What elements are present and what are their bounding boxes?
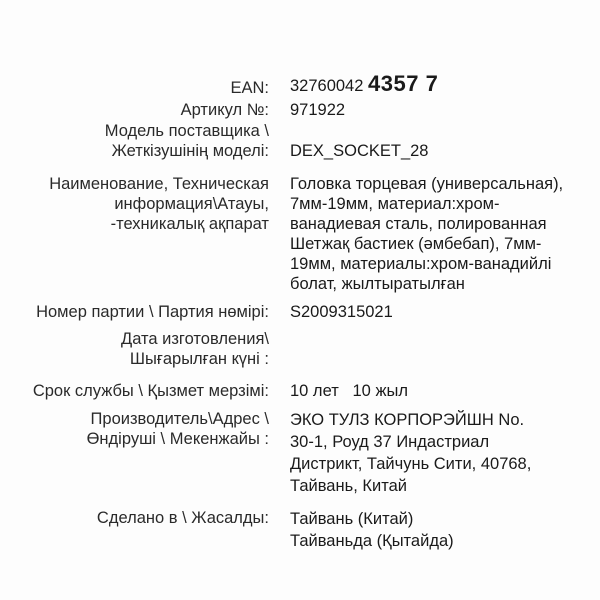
name-label-line: -техникалық ақпарат (110, 215, 269, 233)
name-value-line: болат, жылтыратылған (290, 275, 465, 293)
manufacture-date-label (121, 329, 269, 369)
service-life-value: 10 лет 10 жыл (290, 382, 408, 400)
name-label (49, 174, 269, 234)
ean-label: EAN: (230, 79, 269, 97)
supplier-model-label (105, 121, 269, 161)
article-value: 971922 (290, 101, 346, 119)
made-in-value-line: Тайвань (Китай) (290, 510, 414, 528)
manufacturer-label-line: Өндіруші \ Мекенжайы : (86, 430, 269, 448)
name-value-line: 19мм, материалы:хром-ванадийлі (290, 255, 552, 273)
manufacturer-label-line: Производитель\Адрес \ (90, 410, 269, 428)
article-label: Артикул №: (180, 101, 269, 119)
name-label-line: Наименование, Техническая (49, 175, 269, 193)
supplier-model-value: DEX_SOCKET_28 (290, 142, 429, 160)
service-life-label: Срок службы \ Қызмет мерзімі: (32, 382, 269, 400)
manufacture-date-label-line: Шығарылған күні : (129, 350, 269, 368)
manufacture-date-label-line: Дата изготовления\ (121, 330, 269, 348)
made-in-label: Сделано в \ Жасалды: (96, 509, 269, 527)
manufacturer-value-line: Тайвань, Китай (290, 477, 407, 495)
made-in-value-line: Тайваньда (Қытайда) (290, 532, 454, 550)
ean-value-bold: 4357 7 (368, 71, 439, 96)
ean-value-prefix: 32760042 (290, 77, 364, 95)
name-value (290, 174, 580, 294)
supplier-model-label-line: Жеткізушінің моделі: (111, 142, 269, 160)
name-value-line: Головка торцевая (универсальная), (290, 175, 564, 193)
supplier-model-label-line: Модель поставщика \ (104, 122, 269, 140)
manufacturer-label (87, 409, 269, 449)
manufacturer-value-line: Дистрикт, Тайчунь Сити, 40768, (290, 455, 532, 473)
name-value-line: 7мм-19мм, материал:хром- (290, 195, 500, 213)
name-value-line: ванадиевая сталь, полированная (290, 215, 547, 233)
batch-value: S2009315021 (290, 303, 393, 321)
name-label-line: информация\Атауы, (114, 195, 269, 213)
ean-value (290, 71, 580, 96)
manufacturer-value-line: ЭКО ТУЛЗ КОРПОРЭЙШН No. (290, 411, 525, 429)
batch-label: Номер партии \ Партия нөмірі: (36, 303, 269, 321)
name-value-line: Шетжақ бастиек (әмбебап), 7мм- (290, 235, 542, 253)
manufacturer-value-line: 30-1, Роуд 37 Индастриал (290, 433, 490, 451)
made-in-value (290, 508, 580, 552)
manufacturer-value (290, 409, 580, 497)
